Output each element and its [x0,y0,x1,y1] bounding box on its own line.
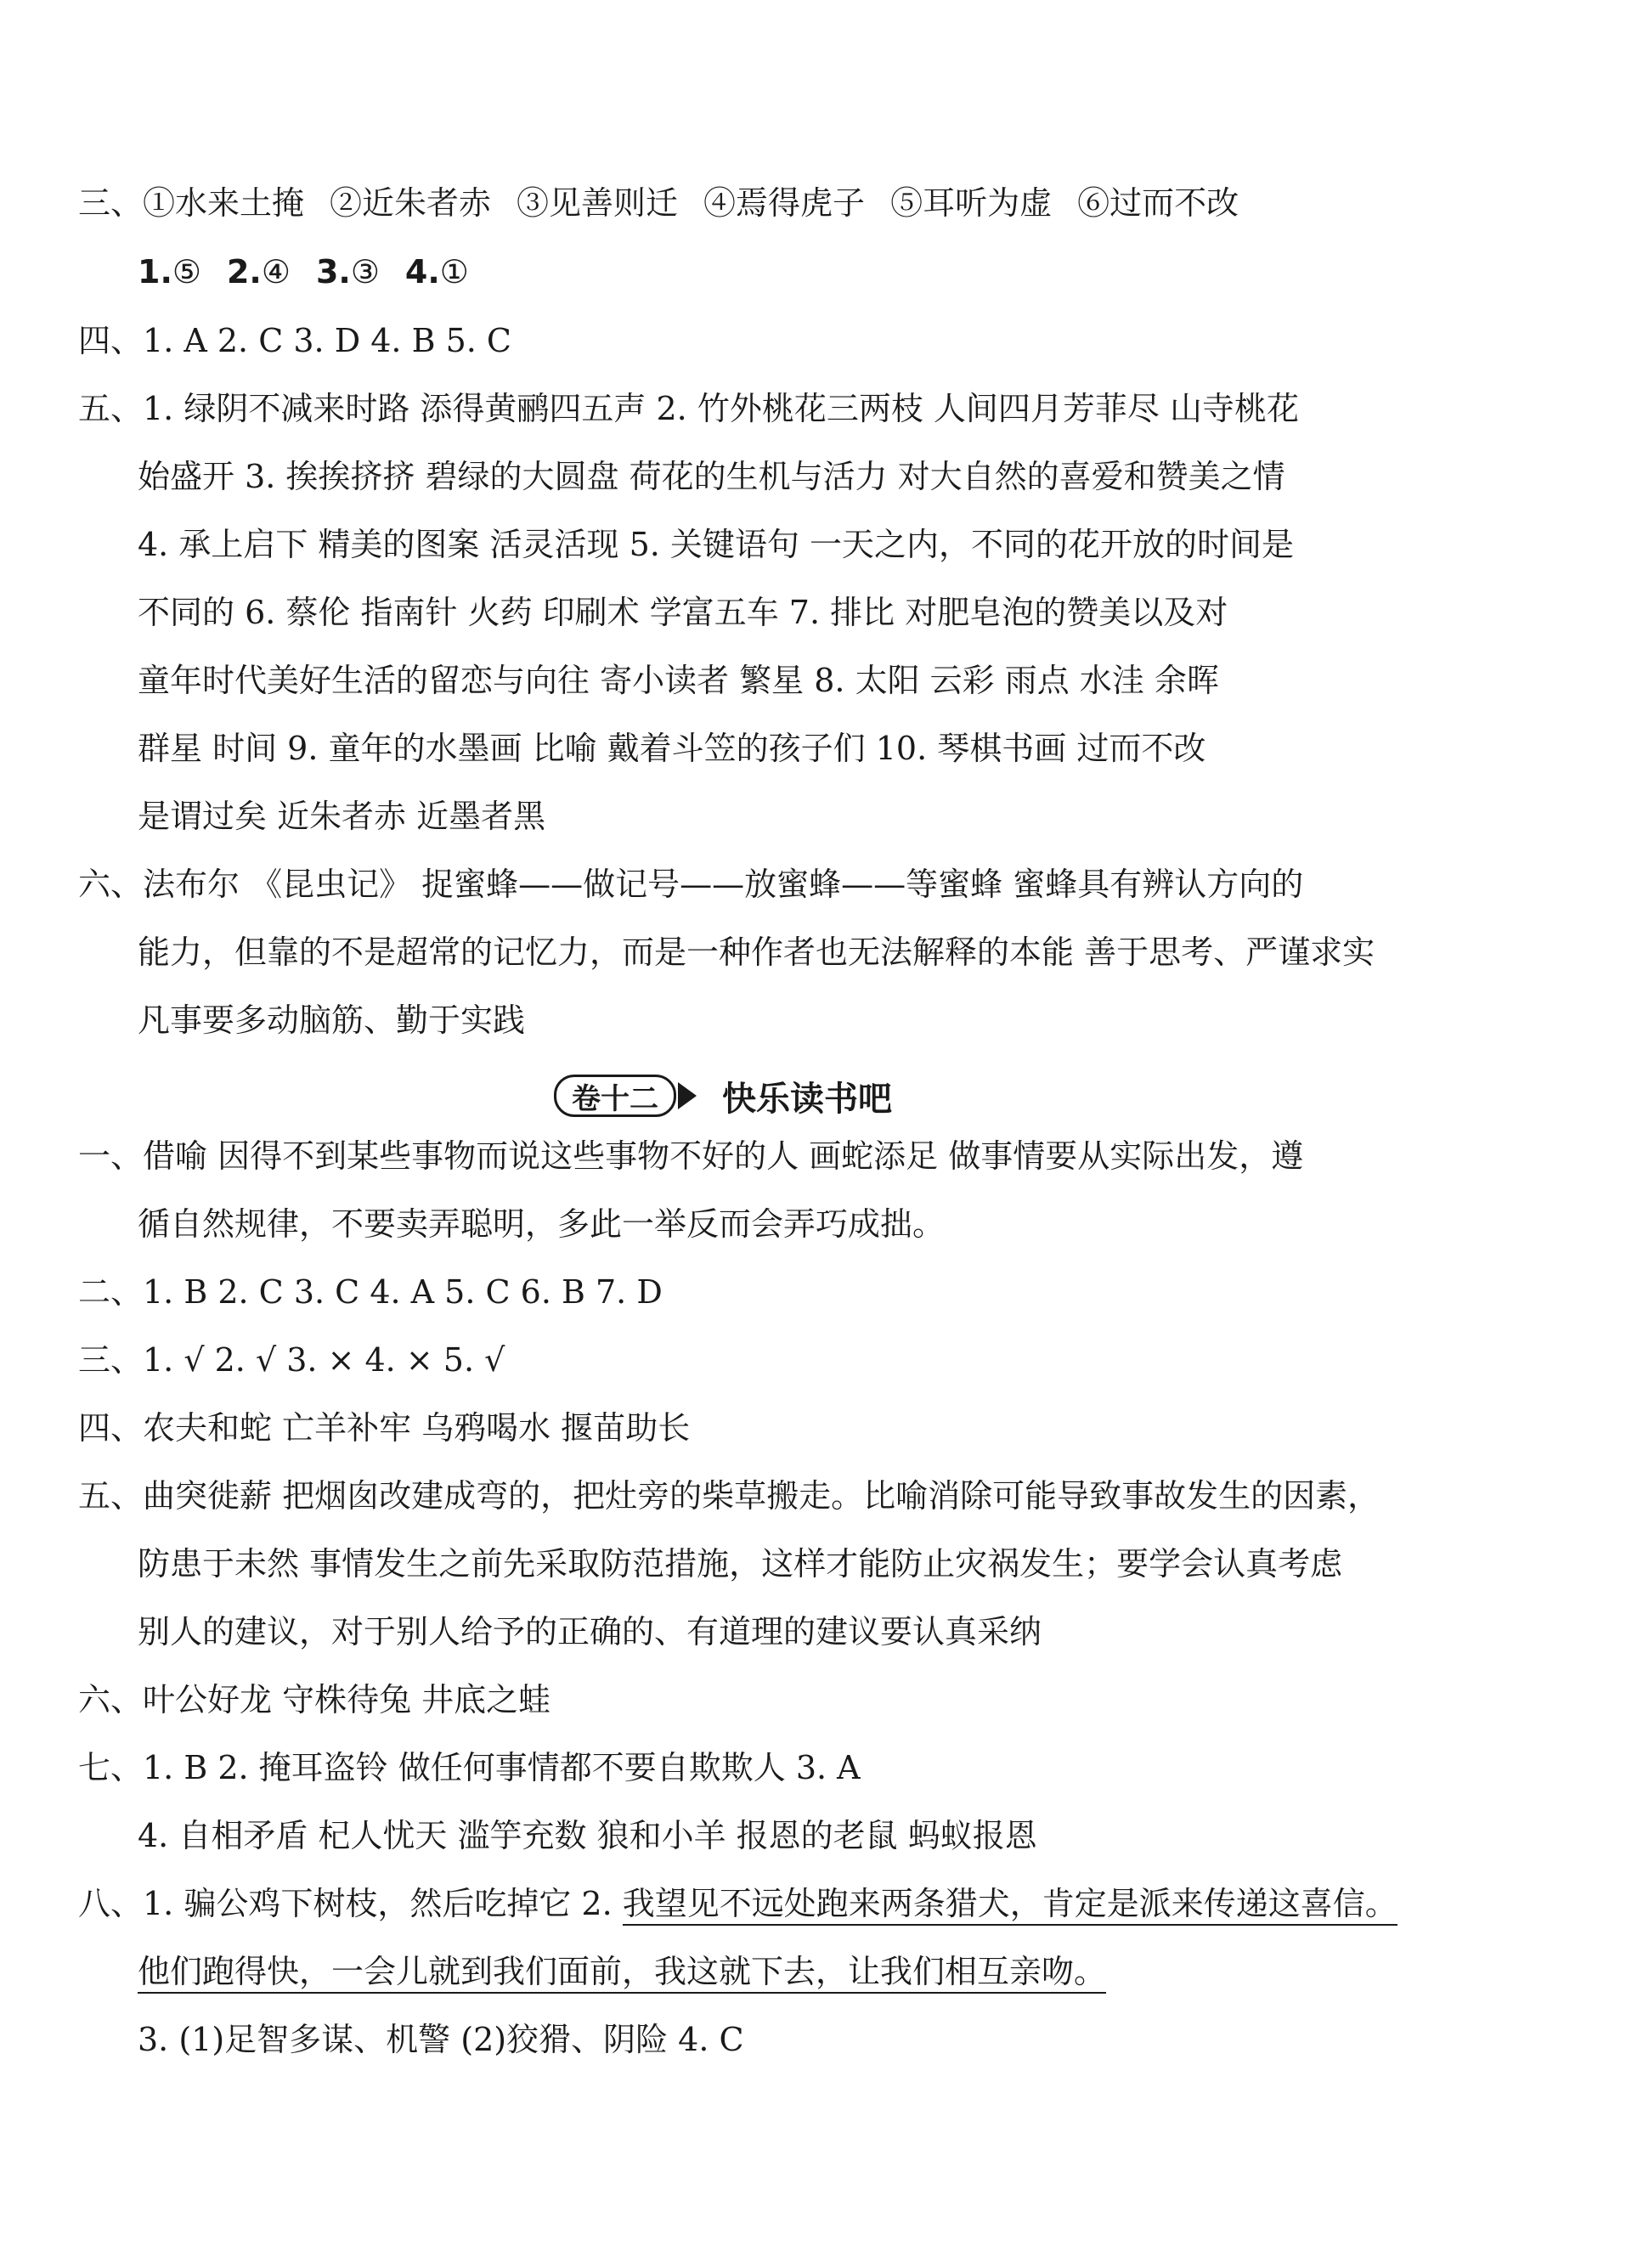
sec11-q3-sub-line [138,251,469,293]
sec12-q1-line-2: 循自然规律，不要卖弄聪明，多此一举反而会弄巧成拙。 [138,1205,946,1243]
sec11-q5-line-6: 群星 时间 9. 童年的水墨画 比喻 戴着斗笠的孩子们 10. 琴棋书画 过而不改 [138,730,1206,767]
sec11-q5-line-1: 五、1. 绿阴不减来时路 添得黄鹂四五声 2. 竹外桃花三两枝 人间四月芳菲尽 山寺桃花 [78,390,1299,427]
section-title: 快乐读书吧 [722,1079,892,1119]
sec11-q3-sub4-num: 4. [404,253,440,291]
sec11-q3-sub2: ④ [261,253,291,291]
sec12-q7-line-2: 4. 自相矛盾 杞人忧天 滥竽充数 狼和小羊 报恩的老鼠 蚂蚁报恩 [138,1817,1037,1854]
sec12-q7-line-1: 七、1. B 2. 掩耳盗铃 做任何事情都不要自欺欺人 3. A [78,1749,861,1786]
sec11-q6-line-3: 凡事要多动脑筋、勤于实践 [138,1001,526,1039]
sec12-q8-line-2 [138,1950,1106,1993]
sec12-q1-line-1: 一、借喻 因得不到某些事物而说这些事物不好的人 画蛇添足 做事情要从实际出发，遵 [78,1137,1304,1175]
sec12-q6-line: 六、叶公好龙 守株待兔 井底之蛙 [78,1681,551,1718]
sec12-q5-line-1: 五、曲突徙薪 把烟囱改建成弯的，把灶旁的柴草搬走。比喻消除可能导致事故发生的因素， [78,1477,1380,1515]
sec11-q3-sub3-num: 3. [315,253,351,291]
sec12-q8-part1: 八、1. 骗公鸡下树枝，然后吃掉它 2. [78,1885,623,1922]
sec12-q8-underlined-2: 他们跑得快，一会儿就到我们面前，我这就下去，让我们相互亲吻。 [138,1953,1106,1994]
sec12-q5-line-3: 别人的建议，对于别人给予的正确的、有道理的建议要认真采纳 [138,1613,1042,1650]
sec11-q5-line-5: 童年时代美好生活的留恋与向往 寄小读者 繁星 8. 太阳 云彩 雨点 水洼 余晖 [138,662,1219,699]
sec12-q8-line-3: 3. (1)足智多谋、机警 (2)狡猾、阴险 4. C [138,2021,744,2058]
sec11-q3-line [78,182,1239,224]
sec12-q8-line-1 [78,1882,1397,1925]
sec11-q3-a5: ⑤耳听为虚 [890,184,1053,222]
sec12-q4-line: 四、农夫和蛇 亡羊补牢 乌鸦喝水 揠苗助长 [78,1409,691,1447]
sec12-q3-line: 三、1. √ 2. √ 3. × 4. × 5. √ [78,1341,505,1379]
section-header [554,1072,892,1120]
sec11-q4-head: 四、 [78,322,144,359]
sec11-q6-line-2: 能力，但靠的不是超常的记忆力，而是一种作者也无法解释的本能 善于思考、严谨求实 [138,934,1375,971]
sec11-q3-a4: ④焉得虎子 [703,184,866,222]
sec11-q4-line [78,319,511,362]
sec11-q5-line-4: 不同的 6. 蔡伦 指南针 火药 印刷术 学富五车 7. 排比 对肥皂泡的赞美以及对 [138,594,1228,631]
sec11-q3-sub2-num: 2. [226,253,262,291]
sec11-q3-head: 三、①水来土掩 [78,184,305,222]
sec11-q3-sub4: ① [439,253,469,291]
arrow-right-icon [678,1082,697,1109]
sec11-q3-a3: ③见善则迁 [517,184,679,222]
sec12-q5-line-2: 防患于未然 事情发生之前先采取防范措施，这样才能防止灾祸发生；要学会认真考虑 [138,1545,1343,1583]
sec11-q5-line-2: 始盛开 3. 挨挨挤挤 碧绿的大圆盘 荷花的生机与活力 对大自然的喜爱和赞美之情 [138,458,1285,495]
sec12-q2-line: 二、1. B 2. C 3. C 4. A 5. C 6. B 7. D [78,1273,663,1311]
sec11-q3-sub1: ⑤ [172,253,201,291]
sec11-q3-sub1-num: 1. [138,253,172,291]
volume-badge: 卷十二 [554,1075,676,1117]
sec11-q3-sub3: ③ [350,253,380,291]
sec11-q5-line-7: 是谓过矣 近朱者赤 近墨者黑 [138,798,546,835]
sec11-q3-a6: ⑥过而不改 [1077,184,1239,222]
sec11-q3-a2: ②近朱者赤 [330,184,492,222]
sec11-q6-line-1: 六、法布尔 《昆虫记》 捉蜜蜂——做记号——放蜜蜂——等蜜蜂 蜜蜂具有辨认方向的 [78,866,1304,903]
sec12-q8-underlined-1: 我望见不远处跑来两条猎犬，肯定是派来传递这喜信。 [623,1885,1397,1926]
sec11-q4-answers: 1. A 2. C 3. D 4. B 5. C [143,322,511,359]
sec11-q5-line-3: 4. 承上启下 精美的图案 活灵活现 5. 关键语句 一天之内，不同的花开放的时间是 [138,526,1294,563]
